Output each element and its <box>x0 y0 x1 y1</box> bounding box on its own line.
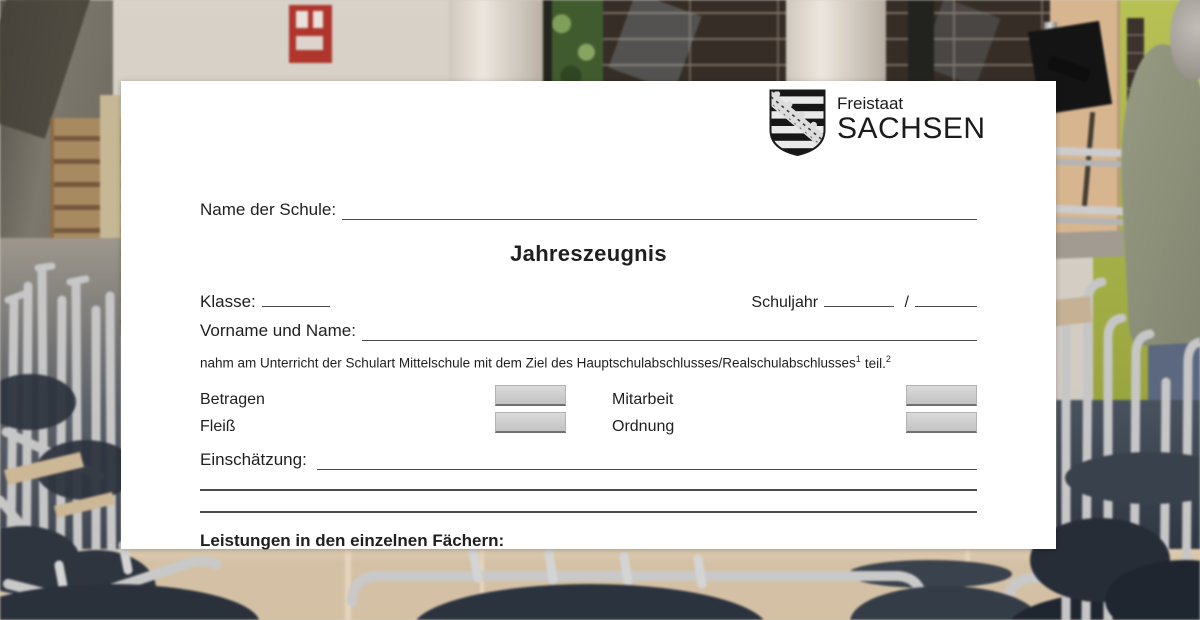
school-year-label: Schuljahr <box>751 294 819 311</box>
ordnung-grade-box[interactable] <box>906 412 977 433</box>
assessment-line-2[interactable] <box>200 489 977 491</box>
assessment-label: Einschätzung: <box>200 450 307 469</box>
saxony-coat-of-arms-icon <box>769 89 826 157</box>
mitarbeit-grade-box[interactable] <box>906 385 977 406</box>
student-name-label: Vorname und Name: <box>200 321 356 340</box>
chair-seats-bottom <box>0 584 1200 620</box>
school-name-row <box>200 200 977 220</box>
attendance-sentence <box>200 354 891 371</box>
school-year-separator: / <box>904 294 909 311</box>
class-label: Klasse: <box>200 292 256 311</box>
footnote-ref-1: 1 <box>855 354 861 364</box>
assessment-row <box>200 450 977 470</box>
attendance-text-end: teil. <box>864 355 886 371</box>
class-field-line[interactable] <box>262 290 330 307</box>
footnote-ref-2: 2 <box>885 354 891 364</box>
school-year-group <box>751 290 977 312</box>
saxony-logo <box>769 89 986 157</box>
subjects-heading: Leistungen in den einzelnen Fächern: <box>200 531 505 550</box>
ordnung-label: Ordnung <box>612 418 675 435</box>
conduct-row-2 <box>200 414 977 436</box>
logo-sachsen-text: SACHSEN <box>837 112 986 145</box>
class-year-row <box>200 290 977 312</box>
school-year-start-line[interactable] <box>824 290 894 307</box>
document <box>121 81 1056 549</box>
school-year-end-line[interactable] <box>915 290 977 307</box>
assessment-line-3[interactable] <box>200 511 977 513</box>
student-name-row <box>200 321 977 341</box>
assessment-line-1[interactable] <box>317 451 977 470</box>
school-name-field-line[interactable] <box>342 201 977 220</box>
student-name-field-line[interactable] <box>362 322 977 341</box>
school-name-label: Name der Schule: <box>200 200 337 219</box>
fleiss-grade-box[interactable] <box>495 412 566 433</box>
fleiss-label: Fleiß <box>200 418 236 435</box>
conduct-row-1 <box>200 387 977 409</box>
betragen-label: Betragen <box>200 391 265 408</box>
class-group <box>200 290 330 312</box>
logo-freistaat-text: Freistaat <box>837 94 904 113</box>
page-title: Jahreszeugnis <box>510 241 667 266</box>
mitarbeit-label: Mitarbeit <box>612 391 674 408</box>
logo-text <box>837 89 986 144</box>
betragen-grade-box[interactable] <box>495 385 566 406</box>
attendance-text: nahm am Unterricht der Schulart Mittelschule mit dem Ziel des Hauptschulabschlusses/Realschulabschlusses <box>200 355 856 371</box>
